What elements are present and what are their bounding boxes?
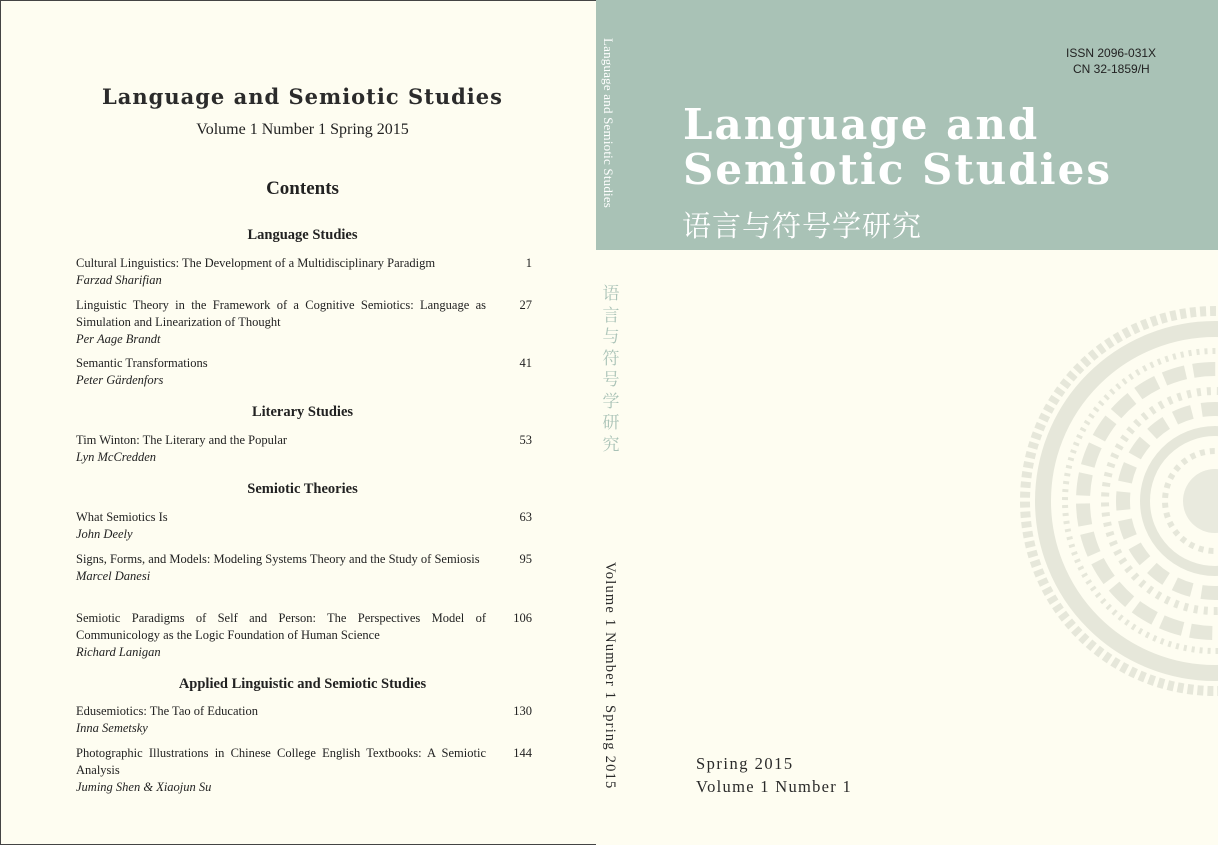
entry-page: 144 <box>513 746 532 760</box>
spine-chinese-title: 语言与符号学研究 <box>602 284 620 455</box>
back-journal-title: Language and Semiotic Studies <box>102 84 503 109</box>
back-issue-line: Volume 1 Number 1 Spring 2015 <box>196 121 409 138</box>
toc-entry[interactable] <box>76 745 532 796</box>
toc-entry[interactable] <box>76 355 532 389</box>
entry-page: 63 <box>519 510 532 524</box>
front-chinese-title: 语言与符号学研究 <box>682 209 923 243</box>
entry-author: Juming Shen & Xiaojun Su <box>76 780 212 794</box>
front-title-line1: Language and <box>683 100 1040 149</box>
toc-entry[interactable] <box>76 610 532 661</box>
entry-page: 1 <box>525 256 532 270</box>
entry-page: 41 <box>519 356 532 370</box>
decorative-seal-icon <box>1020 306 1218 696</box>
front-season: Spring 2015 <box>696 754 794 773</box>
spine-issue-line: Volume 1 Number 1 Spring 2015 <box>602 562 618 790</box>
issn-label: ISSN 2096-031X <box>1066 46 1157 60</box>
entry-author: Farzad Sharifian <box>76 273 162 287</box>
entry-title: Photographic Illustrations in Chinese College English Textbooks: A Semiotic Analysis <box>76 746 486 777</box>
entry-author: Per Aage Brandt <box>76 332 161 346</box>
toc-entry[interactable] <box>76 509 532 543</box>
toc-entry[interactable] <box>76 551 532 585</box>
front-title-line2: Semiotic Studies <box>683 145 1112 194</box>
front-issue: Volume 1 Number 1 <box>696 777 853 796</box>
entry-title: Signs, Forms, and Models: Modeling Systems Theory and the Study of Semiosis <box>76 552 480 566</box>
entry-page: 106 <box>513 611 532 625</box>
entry-title: Semantic Transformations <box>76 356 208 370</box>
entry-author: Inna Semetsky <box>76 721 148 735</box>
toc-entry[interactable] <box>76 703 532 737</box>
entry-title: What Semiotics Is <box>76 510 168 524</box>
entry-page: 53 <box>519 433 532 447</box>
entry-author: Lyn McCredden <box>76 450 157 464</box>
front-title <box>683 102 1112 192</box>
entry-page: 95 <box>519 552 532 566</box>
section-heading-semiotic-theories: Semiotic Theories <box>247 481 358 497</box>
entry-title: Cultural Linguistics: The Development of a Multidisciplinary Paradigm <box>76 256 436 270</box>
cn-label: CN 32-1859/H <box>1073 62 1150 76</box>
spine-title: Language and Semiotic Studies <box>601 38 616 209</box>
entry-page: 27 <box>519 298 532 312</box>
entry-title: Tim Winton: The Literary and the Popular <box>76 433 288 447</box>
section-heading-language-studies: Language Studies <box>247 227 358 243</box>
section-heading-applied-studies: Applied Linguistic and Semiotic Studies <box>178 676 427 692</box>
entry-author: Marcel Danesi <box>76 569 151 583</box>
section-heading-literary-studies: Literary Studies <box>251 404 354 420</box>
toc-entry[interactable] <box>76 432 532 466</box>
contents-heading: Contents <box>266 178 339 199</box>
entry-author: John Deely <box>76 527 133 541</box>
toc-entry[interactable] <box>76 297 532 348</box>
entry-title: Linguistic Theory in the Framework of a Cognitive Semiotics: Language as Simulation and Linearization of Thought <box>76 298 486 329</box>
entry-author: Peter Gärdenfors <box>76 373 164 387</box>
entry-title: Semiotic Paradigms of Self and Person: The Perspectives Model of Communicology as the Logic Foundation of Human Science <box>76 611 486 642</box>
entry-title: Edusemiotics: The Tao of Education <box>76 704 258 718</box>
entry-page: 130 <box>513 704 532 718</box>
entry-author: Richard Lanigan <box>76 645 161 659</box>
toc-entry[interactable] <box>76 255 532 289</box>
